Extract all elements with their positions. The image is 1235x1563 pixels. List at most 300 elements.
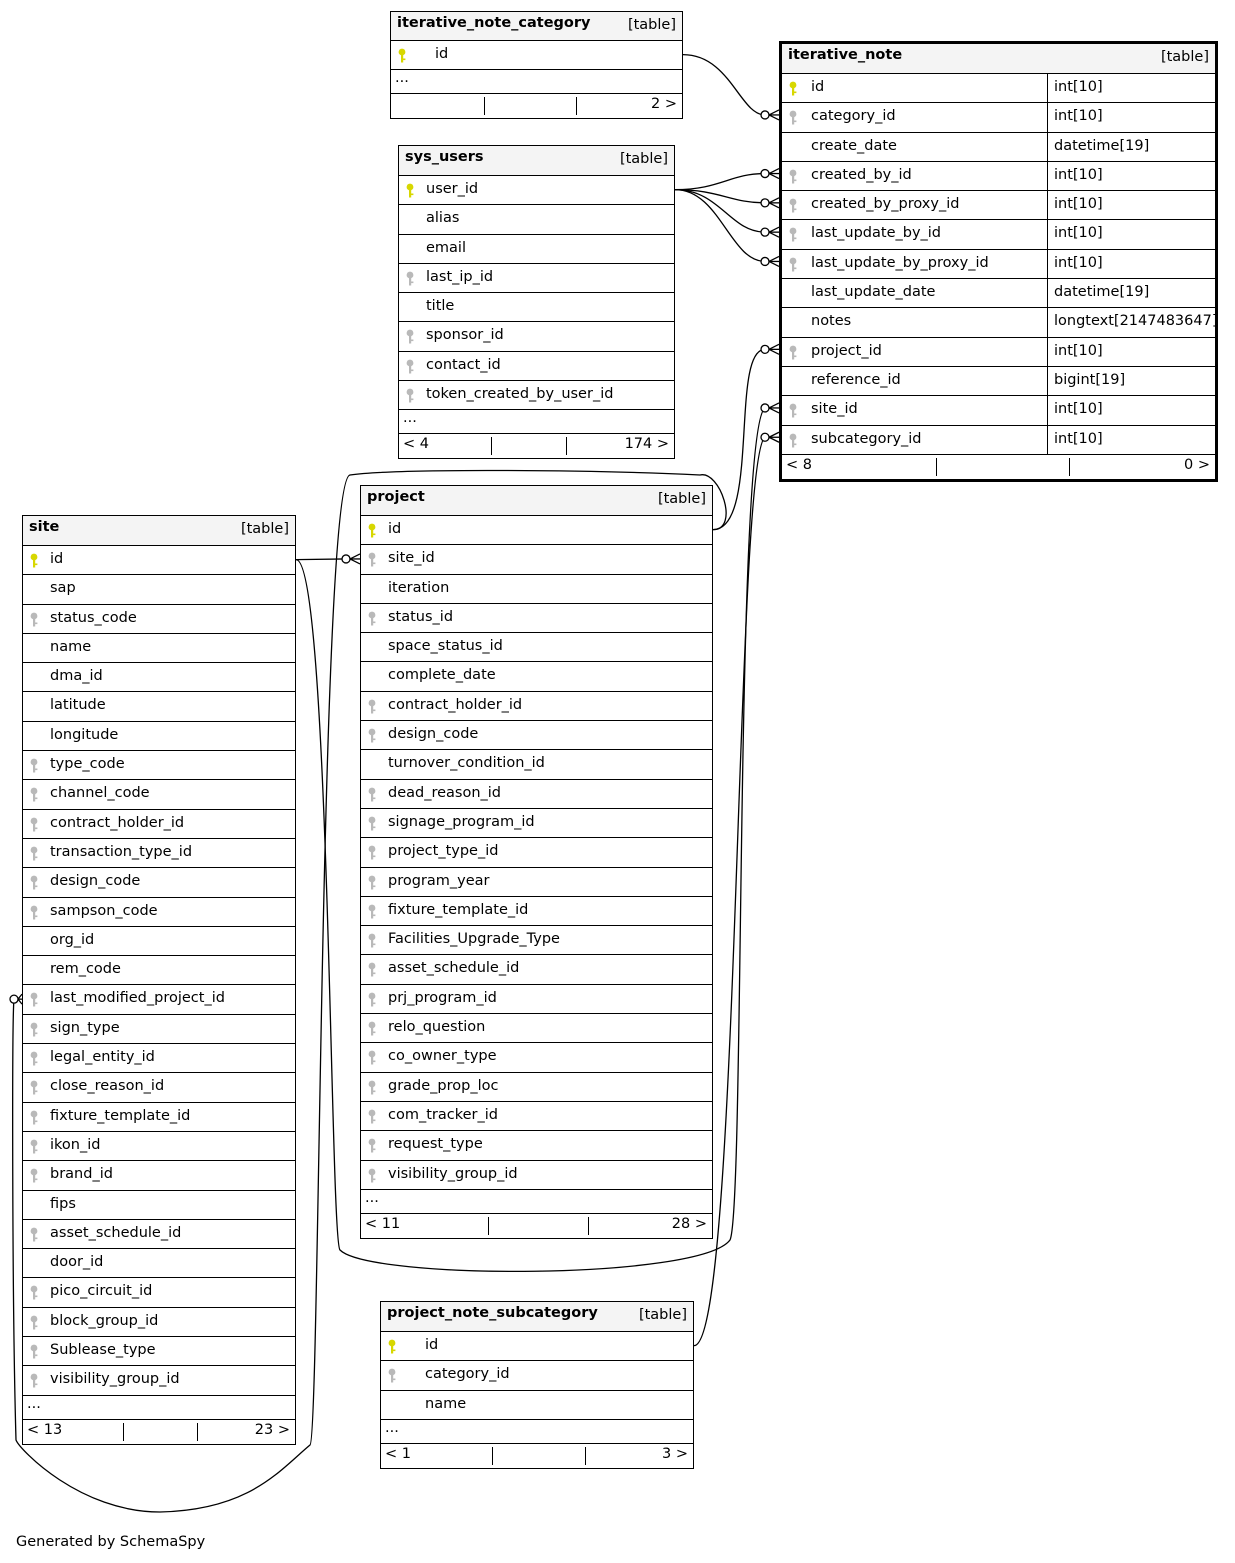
parents-count[interactable]: < 8 bbox=[786, 456, 812, 473]
table-header[interactable] bbox=[381, 1302, 693, 1332]
column-type: int[10] bbox=[1054, 108, 1103, 125]
column-row[interactable] bbox=[23, 1278, 295, 1307]
foreign-key-icon bbox=[788, 257, 800, 273]
column-name: site_id bbox=[388, 550, 435, 567]
more-columns-ellipsis: ... bbox=[395, 70, 409, 87]
primary-key-icon bbox=[397, 48, 409, 64]
column-row[interactable] bbox=[782, 279, 1215, 308]
column-row[interactable] bbox=[782, 338, 1215, 367]
column-row[interactable] bbox=[23, 1044, 295, 1073]
column-row[interactable] bbox=[361, 838, 712, 867]
table-kind-label: [table] bbox=[619, 151, 668, 167]
column-name: contact_id bbox=[426, 356, 501, 373]
column-type: longtext[2147483647] bbox=[1054, 313, 1218, 330]
column-name: fips bbox=[50, 1195, 76, 1212]
column-row[interactable] bbox=[391, 41, 682, 70]
column-name: Facilities_Upgrade_Type bbox=[388, 931, 560, 948]
column-row[interactable] bbox=[361, 516, 712, 545]
column-name: legal_entity_id bbox=[50, 1049, 155, 1066]
foreign-key-icon bbox=[367, 1138, 379, 1154]
table-header[interactable] bbox=[361, 486, 712, 516]
foreign-key-icon bbox=[367, 845, 379, 861]
parents-count[interactable]: < 4 bbox=[403, 436, 429, 453]
column-name: status_code bbox=[50, 609, 137, 626]
foreign-key-icon bbox=[788, 433, 800, 449]
foreign-key-icon bbox=[29, 1227, 41, 1243]
crows-foot-marker bbox=[761, 344, 779, 354]
foreign-key-icon bbox=[367, 1021, 379, 1037]
column-row[interactable] bbox=[23, 1337, 295, 1366]
column-type: int[10] bbox=[1054, 401, 1103, 418]
column-name: create_date bbox=[811, 137, 897, 154]
column-row[interactable] bbox=[399, 381, 674, 410]
children-count[interactable]: 3 > bbox=[662, 1445, 688, 1462]
column-name: token_created_by_user_id bbox=[426, 386, 614, 403]
column-type: datetime[19] bbox=[1054, 137, 1150, 154]
parents-count[interactable]: < 13 bbox=[27, 1421, 63, 1438]
relationship-line bbox=[296, 559, 346, 560]
foreign-key-icon bbox=[367, 1109, 379, 1125]
foreign-key-icon bbox=[29, 1344, 41, 1360]
foreign-key-icon bbox=[367, 904, 379, 920]
column-name: co_owner_type bbox=[388, 1048, 497, 1065]
foreign-key-icon bbox=[29, 1139, 41, 1155]
crows-foot-marker bbox=[761, 256, 779, 266]
column-name: sap bbox=[50, 580, 76, 597]
column-row[interactable] bbox=[361, 1131, 712, 1160]
column-name: asset_schedule_id bbox=[388, 960, 520, 977]
crows-foot-marker bbox=[342, 554, 360, 564]
column-name: latitude bbox=[50, 697, 106, 714]
foreign-key-icon bbox=[788, 110, 800, 126]
column-name: id bbox=[425, 1337, 439, 1353]
parents-count[interactable]: < 1 bbox=[385, 1445, 411, 1462]
foreign-key-icon bbox=[788, 345, 800, 361]
column-name: program_year bbox=[388, 872, 490, 889]
column-name: user_id bbox=[426, 181, 479, 197]
foreign-key-icon bbox=[29, 758, 41, 774]
primary-key-icon bbox=[29, 553, 41, 569]
foreign-key-icon bbox=[405, 359, 417, 375]
column-name: notes bbox=[811, 313, 852, 330]
column-name: created_by_proxy_id bbox=[811, 196, 960, 213]
column-row[interactable] bbox=[399, 235, 674, 264]
foreign-key-icon bbox=[367, 1080, 379, 1096]
column-row[interactable] bbox=[361, 1043, 712, 1072]
foreign-key-icon bbox=[367, 728, 379, 744]
more-columns-ellipsis: ... bbox=[403, 410, 417, 427]
column-name: created_by_id bbox=[811, 166, 912, 183]
column-name: complete_date bbox=[388, 667, 496, 684]
table-project-note-subcategory[interactable] bbox=[380, 1301, 694, 1469]
column-name: design_code bbox=[388, 726, 479, 743]
column-row[interactable] bbox=[381, 1332, 693, 1361]
column-name: subcategory_id bbox=[811, 430, 922, 447]
primary-key-icon bbox=[405, 183, 417, 199]
column-name: project_id bbox=[811, 342, 882, 359]
column-type: int[10] bbox=[1054, 79, 1103, 95]
table-footer bbox=[391, 94, 682, 118]
table-site[interactable] bbox=[22, 515, 296, 1445]
crows-foot-marker bbox=[761, 432, 779, 442]
column-name: dma_id bbox=[50, 668, 103, 685]
column-row[interactable] bbox=[782, 250, 1215, 279]
column-row[interactable] bbox=[361, 1102, 712, 1131]
column-name: iteration bbox=[388, 579, 450, 596]
foreign-key-icon bbox=[405, 271, 417, 287]
column-name: asset_schedule_id bbox=[50, 1224, 182, 1241]
column-type: int[10] bbox=[1054, 430, 1103, 447]
foreign-key-icon bbox=[367, 787, 379, 803]
foreign-key-icon bbox=[367, 699, 379, 715]
column-name: id bbox=[811, 79, 825, 95]
foreign-key-icon bbox=[29, 875, 41, 891]
foreign-key-icon bbox=[29, 787, 41, 803]
foreign-key-icon bbox=[29, 1315, 41, 1331]
column-name: design_code bbox=[50, 873, 141, 890]
column-name: category_id bbox=[425, 1366, 510, 1383]
column-row[interactable] bbox=[361, 545, 712, 574]
column-type: bigint[19] bbox=[1054, 371, 1126, 388]
table-kind-label: [table] bbox=[627, 17, 676, 33]
table-name[interactable]: project bbox=[367, 489, 425, 505]
column-row[interactable] bbox=[399, 293, 674, 322]
column-row[interactable] bbox=[23, 1015, 295, 1044]
column-name: id bbox=[388, 521, 402, 537]
table-footer bbox=[361, 1214, 712, 1238]
foreign-key-icon bbox=[29, 1080, 41, 1096]
foreign-key-icon bbox=[788, 403, 800, 419]
children-count[interactable]: 2 > bbox=[651, 96, 677, 113]
column-row[interactable] bbox=[23, 722, 295, 751]
column-row[interactable] bbox=[361, 955, 712, 984]
foreign-key-icon bbox=[29, 1022, 41, 1038]
foreign-key-icon bbox=[367, 962, 379, 978]
column-row[interactable] bbox=[361, 985, 712, 1014]
foreign-key-icon bbox=[788, 198, 800, 214]
crows-foot-marker bbox=[761, 227, 779, 237]
column-name: visibility_group_id bbox=[388, 1165, 518, 1182]
column-row[interactable] bbox=[361, 662, 712, 691]
column-row[interactable] bbox=[782, 367, 1215, 396]
column-row[interactable] bbox=[23, 927, 295, 956]
column-row[interactable] bbox=[23, 1103, 295, 1132]
foreign-key-icon bbox=[367, 611, 379, 627]
column-name: name bbox=[425, 1395, 467, 1412]
column-name: last_update_by_proxy_id bbox=[811, 254, 989, 271]
table-footer bbox=[399, 434, 674, 458]
column-name: fixture_template_id bbox=[50, 1107, 191, 1124]
column-row[interactable] bbox=[23, 605, 295, 634]
column-name: alias bbox=[426, 210, 460, 227]
column-row[interactable] bbox=[782, 191, 1215, 220]
foreign-key-icon bbox=[367, 933, 379, 949]
column-name: pico_circuit_id bbox=[50, 1283, 153, 1300]
table-header[interactable] bbox=[23, 516, 295, 546]
column-name: prj_program_id bbox=[388, 989, 497, 1006]
table-header[interactable] bbox=[391, 12, 682, 41]
more-columns-row bbox=[361, 1190, 712, 1214]
column-row[interactable] bbox=[782, 103, 1215, 132]
column-name: sign_type bbox=[50, 1019, 120, 1036]
column-name: visibility_group_id bbox=[50, 1371, 180, 1388]
column-name: rem_code bbox=[50, 961, 121, 978]
foreign-key-icon bbox=[29, 905, 41, 921]
column-name: email bbox=[426, 239, 466, 256]
column-row[interactable] bbox=[399, 264, 674, 293]
more-columns-ellipsis: ... bbox=[365, 1189, 379, 1206]
foreign-key-icon bbox=[29, 1168, 41, 1184]
column-name: sampson_code bbox=[50, 902, 158, 919]
footer-divider bbox=[123, 1423, 124, 1441]
crows-foot-marker bbox=[761, 169, 779, 179]
table-name[interactable]: sys_users bbox=[405, 149, 484, 165]
foreign-key-icon bbox=[405, 329, 417, 345]
column-name: grade_prop_loc bbox=[388, 1077, 499, 1094]
column-row[interactable] bbox=[399, 352, 674, 381]
column-row[interactable] bbox=[361, 750, 712, 779]
column-name: status_id bbox=[388, 608, 454, 625]
table-sys-users[interactable] bbox=[398, 145, 675, 459]
column-name: id bbox=[50, 551, 64, 567]
foreign-key-icon bbox=[29, 846, 41, 862]
column-row[interactable] bbox=[782, 426, 1215, 455]
column-name: type_code bbox=[50, 756, 125, 773]
crows-foot-marker bbox=[761, 110, 779, 120]
column-name: dead_reason_id bbox=[388, 784, 502, 801]
table-header[interactable] bbox=[399, 146, 674, 176]
column-row[interactable] bbox=[361, 926, 712, 955]
footer-divider bbox=[488, 1217, 489, 1235]
foreign-key-icon bbox=[29, 1051, 41, 1067]
column-row[interactable] bbox=[23, 1161, 295, 1190]
column-row[interactable] bbox=[782, 162, 1215, 191]
column-row[interactable] bbox=[782, 133, 1215, 162]
crows-foot-marker bbox=[761, 198, 779, 208]
footer-divider bbox=[1069, 458, 1070, 476]
column-row[interactable] bbox=[23, 1220, 295, 1249]
column-name: signage_program_id bbox=[388, 813, 535, 830]
column-name: space_status_id bbox=[388, 638, 503, 655]
column-name: project_type_id bbox=[388, 843, 499, 860]
column-row[interactable] bbox=[399, 205, 674, 234]
column-row[interactable] bbox=[23, 810, 295, 839]
column-row[interactable] bbox=[361, 721, 712, 750]
column-row[interactable] bbox=[399, 322, 674, 351]
relationship-line bbox=[683, 55, 765, 115]
table-name[interactable]: project_note_subcategory bbox=[387, 1305, 598, 1321]
column-row[interactable] bbox=[782, 308, 1218, 337]
column-row[interactable] bbox=[361, 1073, 712, 1102]
column-row[interactable] bbox=[399, 176, 674, 205]
relationship-line bbox=[675, 190, 765, 262]
column-name: turnover_condition_id bbox=[388, 755, 545, 772]
column-row[interactable] bbox=[381, 1391, 693, 1420]
table-header[interactable] bbox=[782, 44, 1215, 74]
column-name: sponsor_id bbox=[426, 327, 504, 344]
column-row[interactable] bbox=[23, 956, 295, 985]
column-name: close_reason_id bbox=[50, 1078, 165, 1095]
column-row[interactable] bbox=[361, 692, 712, 721]
column-row[interactable] bbox=[23, 985, 295, 1014]
footer-divider bbox=[566, 437, 567, 455]
footer-divider bbox=[197, 1423, 198, 1441]
foreign-key-icon bbox=[367, 992, 379, 1008]
column-row[interactable] bbox=[361, 868, 712, 897]
column-row[interactable] bbox=[782, 74, 1215, 103]
footer-divider bbox=[484, 97, 485, 115]
primary-key-icon bbox=[788, 81, 800, 97]
column-row[interactable] bbox=[782, 220, 1215, 249]
column-row[interactable] bbox=[23, 663, 295, 692]
column-name: site_id bbox=[811, 401, 858, 418]
column-row[interactable] bbox=[23, 692, 295, 721]
foreign-key-icon bbox=[29, 992, 41, 1008]
column-row[interactable] bbox=[361, 604, 712, 633]
column-row[interactable] bbox=[23, 1249, 295, 1278]
column-name: relo_question bbox=[388, 1019, 486, 1036]
footer-divider bbox=[492, 1447, 493, 1465]
table-footer bbox=[381, 1444, 693, 1468]
crows-foot-marker bbox=[761, 403, 779, 413]
column-row[interactable] bbox=[782, 396, 1215, 425]
column-row[interactable] bbox=[361, 1014, 712, 1043]
column-name: last_update_by_id bbox=[811, 225, 942, 242]
column-name: channel_code bbox=[50, 785, 150, 802]
column-name: request_type bbox=[388, 1136, 483, 1153]
column-name: longitude bbox=[50, 726, 119, 743]
column-name: title bbox=[426, 298, 455, 315]
foreign-key-icon bbox=[29, 1373, 41, 1389]
column-row[interactable] bbox=[361, 809, 712, 838]
relationship-line bbox=[675, 190, 765, 233]
generated-by-credit: Generated by SchemaSpy bbox=[16, 1534, 206, 1550]
column-row[interactable] bbox=[361, 575, 712, 604]
column-name: block_group_id bbox=[50, 1312, 159, 1329]
children-count[interactable]: 23 > bbox=[254, 1421, 290, 1438]
column-row[interactable] bbox=[23, 1366, 295, 1395]
foreign-key-icon bbox=[788, 227, 800, 243]
footer-divider bbox=[491, 437, 492, 455]
column-row[interactable] bbox=[23, 780, 295, 809]
children-count[interactable]: 28 > bbox=[671, 1215, 707, 1232]
column-name: contract_holder_id bbox=[388, 696, 523, 713]
column-row[interactable] bbox=[23, 1191, 295, 1220]
table-kind-label: [table] bbox=[1160, 49, 1209, 65]
column-type: int[10] bbox=[1054, 166, 1103, 183]
table-footer bbox=[782, 455, 1215, 479]
foreign-key-icon bbox=[387, 1368, 399, 1384]
foreign-key-icon bbox=[29, 817, 41, 833]
table-name[interactable]: site bbox=[29, 519, 60, 535]
more-columns-row bbox=[381, 1420, 693, 1444]
foreign-key-icon bbox=[367, 1050, 379, 1066]
column-name: fixture_template_id bbox=[388, 901, 529, 918]
column-row[interactable] bbox=[23, 868, 295, 897]
column-name: last_ip_id bbox=[426, 268, 494, 285]
relationship-line bbox=[675, 174, 765, 190]
column-row[interactable] bbox=[381, 1361, 693, 1390]
column-name: com_tracker_id bbox=[388, 1106, 498, 1123]
table-iterative-note-category[interactable] bbox=[390, 11, 683, 119]
more-columns-row bbox=[399, 410, 674, 434]
column-name: Sublease_type bbox=[50, 1342, 156, 1359]
column-type: int[10] bbox=[1054, 342, 1103, 359]
table-kind-label: [table] bbox=[657, 491, 706, 507]
column-name: brand_id bbox=[50, 1166, 113, 1183]
foreign-key-icon bbox=[367, 1168, 379, 1184]
children-count[interactable]: 0 > bbox=[1184, 456, 1210, 473]
children-count[interactable]: 174 > bbox=[624, 436, 669, 453]
column-name: org_id bbox=[50, 931, 95, 948]
column-row[interactable] bbox=[361, 780, 712, 809]
crows-foot-marker bbox=[10, 994, 22, 1004]
column-name: last_modified_project_id bbox=[50, 990, 225, 1007]
column-row[interactable] bbox=[23, 634, 295, 663]
primary-key-icon bbox=[367, 523, 379, 539]
column-row[interactable] bbox=[361, 633, 712, 662]
footer-divider bbox=[585, 1447, 586, 1465]
column-name: contract_holder_id bbox=[50, 814, 185, 831]
table-kind-label: [table] bbox=[638, 1307, 687, 1323]
column-name: door_id bbox=[50, 1254, 104, 1271]
column-row[interactable] bbox=[23, 1073, 295, 1102]
table-kind-label: [table] bbox=[240, 521, 289, 537]
foreign-key-icon bbox=[29, 1110, 41, 1126]
table-name[interactable]: iterative_note bbox=[788, 47, 903, 63]
column-row[interactable] bbox=[23, 898, 295, 927]
column-row[interactable] bbox=[23, 839, 295, 868]
parents-count[interactable]: < 11 bbox=[365, 1215, 401, 1232]
footer-divider bbox=[588, 1217, 589, 1235]
foreign-key-icon bbox=[367, 552, 379, 568]
column-name: id bbox=[435, 46, 449, 62]
table-footer bbox=[23, 1420, 295, 1444]
more-columns-row bbox=[23, 1396, 295, 1420]
primary-key-icon bbox=[387, 1339, 399, 1355]
table-iterative-note[interactable] bbox=[779, 41, 1218, 482]
column-row[interactable] bbox=[23, 1308, 295, 1337]
table-project[interactable] bbox=[360, 485, 713, 1239]
column-type: int[10] bbox=[1054, 196, 1103, 213]
column-type: int[10] bbox=[1054, 225, 1103, 242]
table-name[interactable]: iterative_note_category bbox=[397, 15, 591, 31]
column-name: ikon_id bbox=[50, 1136, 101, 1153]
column-type: datetime[19] bbox=[1054, 284, 1150, 301]
column-type: int[10] bbox=[1054, 254, 1103, 271]
more-columns-ellipsis: ... bbox=[27, 1395, 41, 1412]
column-row[interactable] bbox=[23, 1132, 295, 1161]
column-row[interactable] bbox=[23, 546, 295, 575]
column-row[interactable] bbox=[361, 1161, 712, 1190]
column-name: category_id bbox=[811, 108, 896, 125]
footer-divider bbox=[936, 458, 937, 476]
column-name: transaction_type_id bbox=[50, 843, 193, 860]
foreign-key-icon bbox=[367, 875, 379, 891]
foreign-key-icon bbox=[29, 612, 41, 628]
column-row[interactable] bbox=[361, 897, 712, 926]
column-name: last_update_date bbox=[811, 284, 936, 301]
foreign-key-icon bbox=[405, 388, 417, 404]
column-row[interactable] bbox=[23, 575, 295, 604]
foreign-key-icon bbox=[788, 169, 800, 185]
column-name: name bbox=[50, 638, 92, 655]
more-columns-row bbox=[391, 70, 682, 94]
column-name: reference_id bbox=[811, 371, 901, 388]
foreign-key-icon bbox=[29, 1285, 41, 1301]
more-columns-ellipsis: ... bbox=[385, 1419, 399, 1436]
column-row[interactable] bbox=[23, 751, 295, 780]
